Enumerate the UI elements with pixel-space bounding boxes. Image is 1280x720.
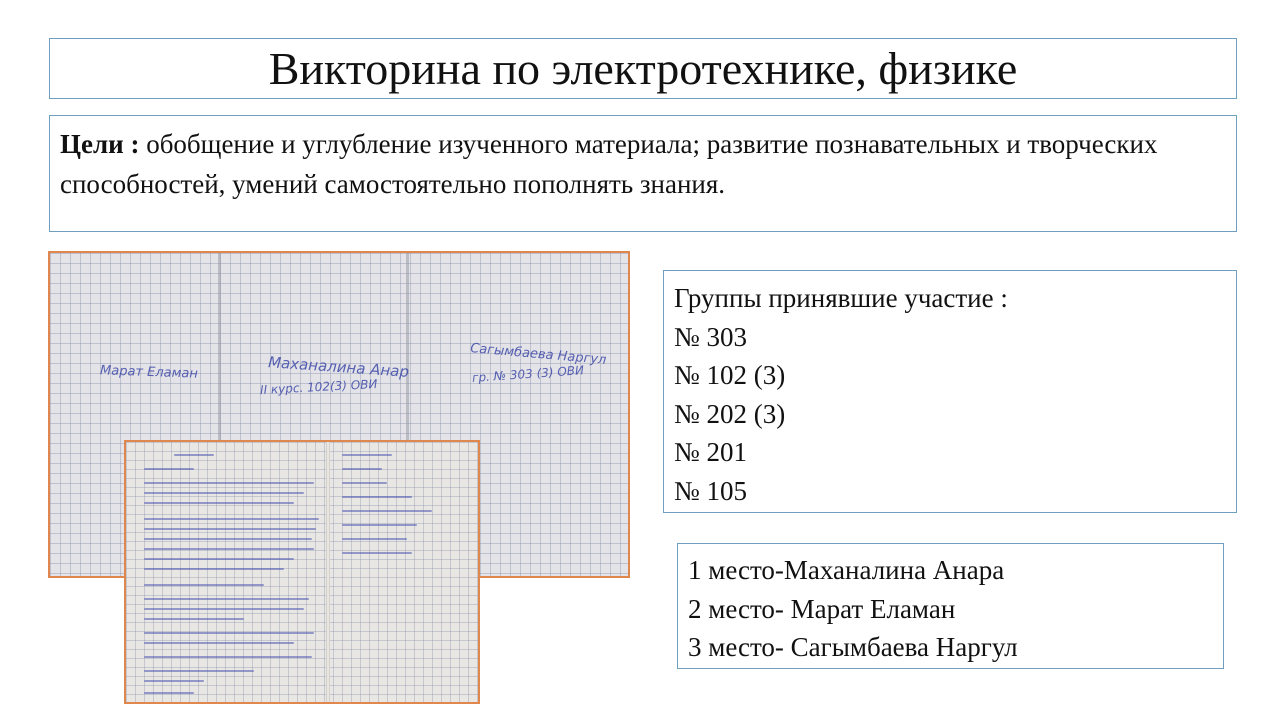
- group-item: № 102 (3): [674, 360, 786, 390]
- winner-first-place: 1 место-Маханалина Анара: [688, 555, 1005, 585]
- group-item: № 303: [674, 321, 748, 352]
- slide-title: Викторина по электротехнике, физике: [268, 43, 1018, 94]
- handwriting-name-3: Сагымбаева Наргул: [469, 341, 607, 368]
- notebook-right-page: [334, 442, 474, 702]
- goals-text: обобщение и углубление изученного материала; развитие познавательных и творческих способностей, умений самостоятельно пополнять знания.: [60, 129, 1158, 199]
- participating-groups-box: [663, 270, 1237, 513]
- handwriting-group-3: гр. № 303 (3) ОВИ: [471, 363, 585, 385]
- goals-box: [49, 115, 1237, 232]
- groups-heading: Группы принявшие участие :: [674, 283, 1008, 313]
- handwriting-name-2: Маханалина Анар: [267, 353, 410, 381]
- handwriting-name-1: Марат Еламан: [99, 363, 199, 382]
- handwriting-group-2: II курс. 102(3) ОВИ: [259, 376, 378, 398]
- notebook-left-page: [134, 442, 320, 702]
- winner-second-place: 2 место- Марат Еламан: [688, 593, 956, 624]
- group-item: № 202 (3): [674, 398, 786, 429]
- slide-title-box: [49, 38, 1237, 99]
- goals-label: Цели :: [60, 129, 140, 159]
- group-item: № 201: [674, 437, 748, 467]
- winners-box: [677, 543, 1224, 669]
- notebook-pages-photo: [124, 440, 480, 704]
- notebook-fold: [326, 442, 330, 702]
- group-item: № 105: [674, 475, 748, 506]
- winner-third-place: 3 место- Сагымбаева Наргул: [688, 632, 1018, 662]
